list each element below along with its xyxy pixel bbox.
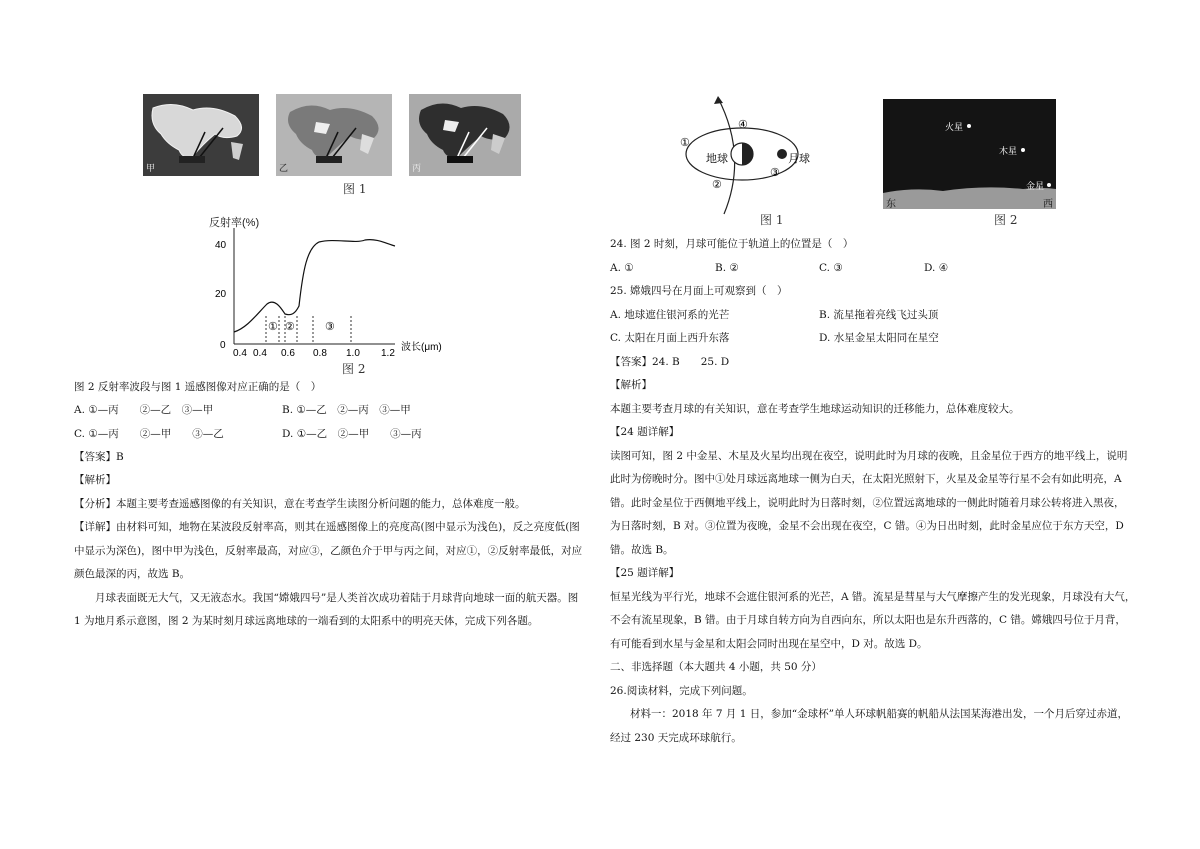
- detail-24-line-3: 错。此时金星位于西侧地平线上，说明此时为日落时刻，②位置远离地球的一侧此时随着月球公转将进入黑夜，: [610, 497, 1125, 509]
- panel-label-yi: 乙: [279, 164, 289, 174]
- x-tick-0.6: 0.6: [281, 348, 295, 359]
- position-1: ①: [680, 136, 690, 149]
- remote-image-jia: [143, 94, 259, 176]
- jupiter-label: 木星: [999, 147, 1018, 157]
- answer: 【答案】B: [74, 451, 124, 463]
- x-tick-0.8: 0.8: [313, 348, 327, 359]
- answer-24-25: 【答案】24. B 25. D: [610, 356, 730, 368]
- band-label-3: ③: [325, 320, 335, 333]
- option-b: B. ①—乙 ②—丙 ③—甲: [282, 404, 411, 416]
- detail-24-line-2: 此时为傍晚时分。图中①处月球远离地球一侧为白天，在太阳光照射下，火星及金星等行星不会有如此明亮，A: [610, 473, 1122, 485]
- earth-label: 地球: [706, 152, 728, 165]
- mars-label: 火星: [945, 123, 964, 133]
- question-26: 26.阅读材料，完成下列问题。: [610, 685, 753, 697]
- option-c: C. ①—丙 ②—甲 ③—乙: [74, 428, 224, 440]
- east-label: 东: [886, 199, 896, 209]
- detail-24-head: 【24 题详解】: [610, 426, 680, 438]
- analysis-line-3: 中显示为深色)，图中甲为浅色，反射率最高，对应③，乙颜色介于甲与丙之间，对应①，②反射率最低，对应: [74, 545, 583, 557]
- question-24: 24. 图 2 时刻，月球可能位于轨道上的位置是（ ）: [610, 238, 854, 250]
- x-tick-0.4-extra: 0.4: [253, 348, 267, 359]
- detail-24-line-4: 为日落时刻，B 对。③位置为夜晚，金星不会出现在夜空，C 错。④为日出时刻，此时金星应位于东方天空，D: [610, 520, 1124, 532]
- position-4: ④: [738, 118, 748, 131]
- analysis-head: 【解析】: [74, 474, 116, 486]
- right-fig2-caption: 图 2: [994, 213, 1018, 227]
- ray-arrow: [714, 96, 723, 104]
- analysis-line-4: 颜色最深的丙，故选 B。: [74, 568, 191, 580]
- y-tick-0: 0: [220, 340, 226, 351]
- earth-shade: [742, 143, 753, 165]
- q24-option-b: B. ②: [715, 262, 739, 274]
- section-2-heading: 二、非选择题（本大题共 4 小题，共 50 分）: [610, 661, 822, 673]
- west-label: 西: [1043, 199, 1053, 209]
- remote-image-bing-art: [409, 94, 521, 176]
- q25-option-d: D. 水星金星太阳同在星空: [819, 332, 939, 344]
- q24-option-d: D. ④: [924, 262, 949, 274]
- q25-option-a: A. 地球遮住银河系的光芒: [610, 309, 730, 321]
- position-2: ②: [712, 178, 722, 191]
- detail-25-line-2: 不会有流星现象，B 错。由于月球自转方向为自西向东，所以太阳也是东升西落的，C 错。嫦娥四号位于月背，: [610, 614, 1126, 626]
- night-sky-art: [883, 99, 1056, 209]
- detail-25-head: 【25 题详解】: [610, 567, 680, 579]
- detail-25-line-3: 有可能看到水星与金星和太阳会同时出现在星空中，D 对。故选 D。: [610, 638, 928, 650]
- remote-image-yi-art: [276, 94, 392, 176]
- right-analysis-intro: 本题主要考查月球的有关知识，意在考查学生地球运动知识的迁移能力，总体难度较大。: [610, 403, 1020, 415]
- chart-ylabel: 反射率(%): [209, 217, 260, 229]
- venus-label: 金星: [1026, 182, 1045, 192]
- left-fig2-caption: 图 2: [342, 362, 366, 376]
- y-tick-40: 40: [215, 240, 227, 251]
- band-label-1: ①: [268, 320, 278, 333]
- detail-24-line-1: 读图可知，图 2 中金星、木星及火星均出现在夜空，说明此时为月球的夜晚，且金星位于西方的地平线上，说明: [610, 450, 1128, 462]
- reflectance-chart: [205, 210, 465, 372]
- moon-label: 月球: [788, 152, 810, 165]
- q24-option-c: C. ③: [819, 262, 843, 274]
- analysis-line-2: 【详解】由材料可知，地物在某波段反射率高，则其在遥感图像上的亮度高(图中显示为浅色)，反之亮度低(图: [74, 521, 580, 533]
- chart-xlabel: 波长(μm): [401, 342, 442, 353]
- detail-24-line-5: 错。故选 B。: [610, 544, 674, 556]
- remote-image-bing: [409, 94, 521, 176]
- position-3: ③: [770, 166, 780, 179]
- material-line-2: 经过 230 天完成环球航行。: [610, 732, 742, 744]
- earth-moon-diagram: [670, 96, 830, 221]
- detail-25-line-1: 恒星光线为平行光，地球不会遮住银河系的光芒，A 错。流星是彗星与大气摩擦产生的发光现象，月球没有大气，: [610, 591, 1136, 603]
- question-23: 图 2 反射率波段与图 1 遥感图像对应正确的是（ ）: [74, 381, 322, 393]
- question-25: 25. 嫦娥四号在月面上可观察到（ ）: [610, 285, 788, 297]
- q25-option-c: C. 太阳在月面上西升东落: [610, 332, 730, 344]
- night-sky-image: [883, 99, 1056, 209]
- left-fig1-caption: 图 1: [343, 182, 367, 196]
- band-label-2: ②: [285, 320, 295, 333]
- option-d: D. ①—乙 ②—甲 ③—丙: [282, 428, 422, 440]
- reflectance-curve: [234, 240, 395, 332]
- right-fig1-caption: 图 1: [760, 213, 784, 227]
- y-tick-20: 20: [215, 289, 227, 300]
- mars-dot: [967, 124, 971, 128]
- jupiter-dot: [1021, 148, 1025, 152]
- q25-option-b: B. 流星拖着亮线飞过头顶: [819, 309, 939, 321]
- x-tick-1.2: 1.2: [381, 348, 395, 359]
- panel-label-bing: 丙: [412, 164, 422, 174]
- x-tick-1.0: 1.0: [346, 348, 360, 359]
- right-analysis-head: 【解析】: [610, 379, 652, 391]
- intro-line-1: 月球表面既无大气，又无液态水。我国“嫦娥四号”是人类首次成功着陆于月球背向地球一面的航天器。图: [95, 592, 579, 604]
- intro-line-2: 1 为地月系示意图，图 2 为某时刻月球远离地球的一端看到的太阳系中的明亮天体，完成下列各题。: [74, 615, 539, 627]
- venus-dot: [1047, 183, 1051, 187]
- remote-image-jia-art: [143, 94, 259, 176]
- x-tick-0.4: 0.4: [233, 348, 247, 359]
- remote-image-yi: [276, 94, 392, 176]
- option-a: A. ①—丙 ②—乙 ③—甲: [74, 404, 214, 416]
- moon: [777, 149, 787, 159]
- material-line-1: 材料一：2018 年 7 月 1 日，参加“金球杯”单人环球帆船赛的帆船从法国某海港出发，一个月后穿过赤道，: [630, 708, 1129, 720]
- analysis-line-1: 【分析】本题主要考查遥感图像的有关知识，意在考查学生读图分析问题的能力，总体难度一般。: [74, 498, 526, 510]
- panel-label-jia: 甲: [146, 164, 156, 174]
- q24-option-a: A. ①: [610, 262, 634, 274]
